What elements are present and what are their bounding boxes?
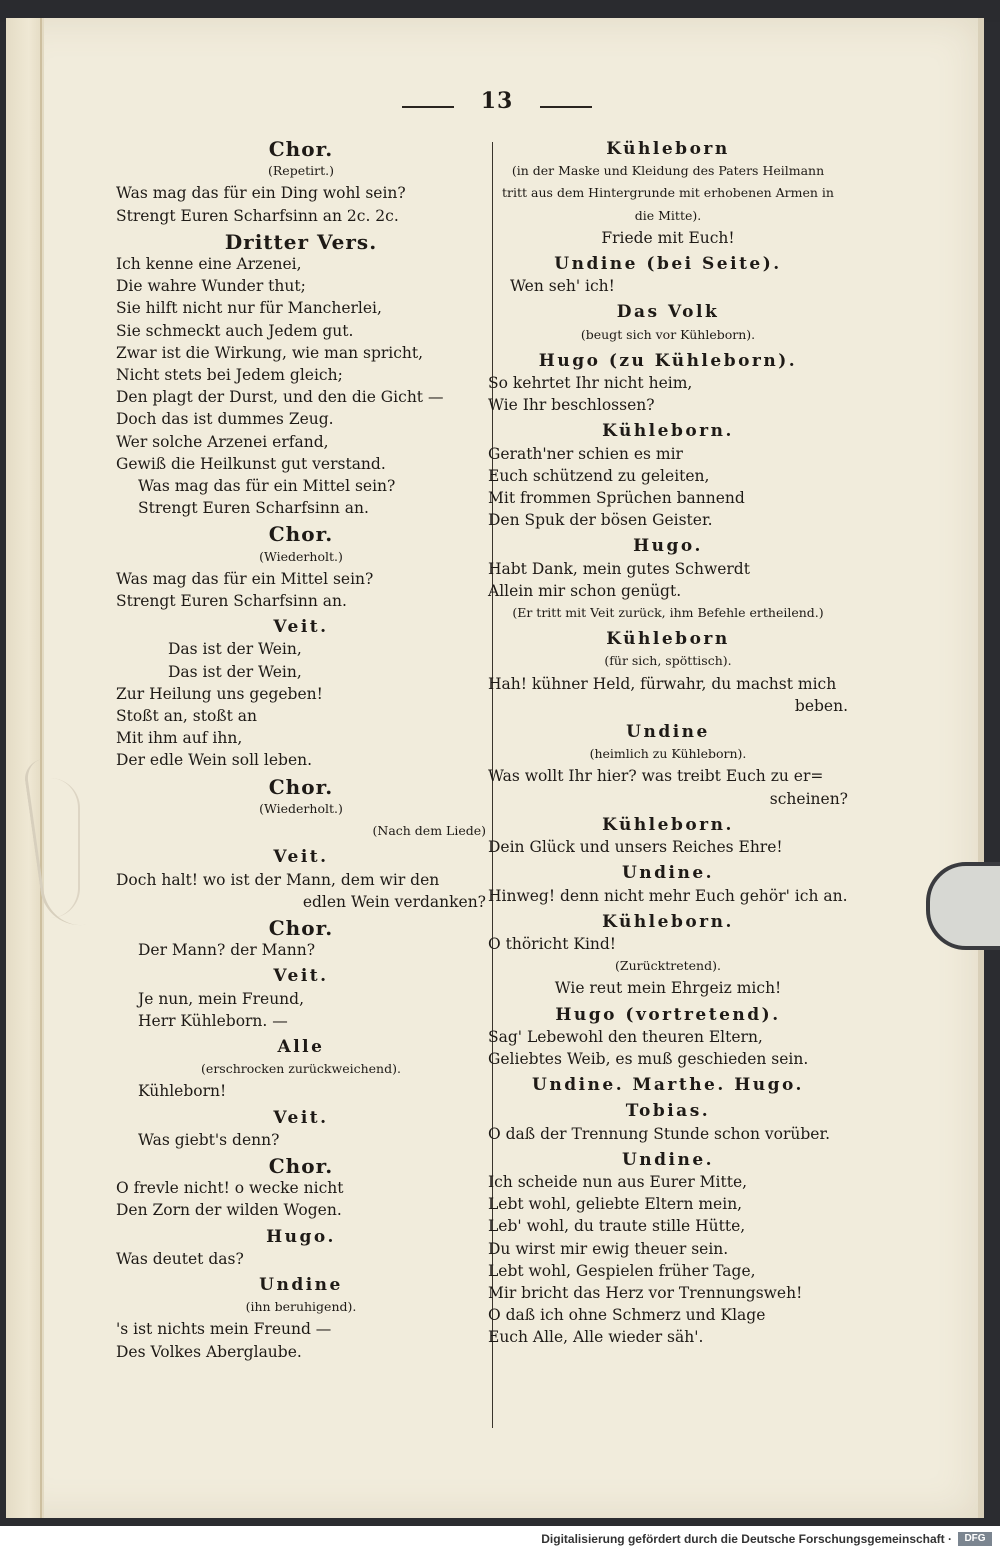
stage-direction: (Wiederholt.)	[259, 548, 343, 564]
page-edge	[978, 18, 984, 1518]
speaker-name: Tobias.	[625, 1101, 711, 1122]
verse-line: Hah! kühner Held, fürwahr, du machst mich	[488, 674, 837, 693]
verse-line: Herr Kühleborn. —	[138, 1011, 288, 1030]
speaker-name: Undine.	[621, 1149, 715, 1170]
verse-line: O thöricht Kind!	[488, 934, 617, 953]
verse-line: Das ist der Wein,	[168, 662, 302, 681]
verse-continuation: edlen Wein verdanken?	[302, 892, 486, 911]
verse-line: Doch halt! wo ist der Mann, dem wir den	[116, 870, 440, 889]
verse-line: Wen seh' ich!	[510, 277, 615, 296]
verse-line: Was giebt's denn?	[138, 1130, 280, 1149]
verse-line: Habt Dank, mein gutes Schwerdt	[488, 559, 750, 578]
speaker-name: Veit.	[273, 847, 329, 868]
verse-line: Je nun, mein Freund,	[138, 989, 305, 1008]
verse-line: Was mag das für ein Mittel sein?	[138, 477, 396, 496]
book-page	[6, 18, 978, 1518]
speaker-name: Hugo (zu Kühleborn).	[538, 350, 798, 371]
binding-thread-loop	[48, 778, 80, 918]
header-rule-right	[540, 106, 592, 108]
speaker-name: Kühleborn.	[602, 814, 734, 835]
verse-line: Wie Ihr beschlossen?	[488, 396, 655, 415]
stage-direction: (in der Maske und Kleidung des Paters Heilmann	[511, 163, 825, 179]
speaker-name: Hugo.	[633, 536, 703, 557]
verse-line: Was mag das für ein Ding wohl sein?	[116, 184, 406, 203]
verse-line: Was deutet das?	[116, 1249, 244, 1268]
verse-line: Wie reut mein Ehrgeiz mich!	[554, 979, 782, 998]
verse-continuation: scheinen?	[769, 789, 848, 808]
verse-line: Kühleborn!	[138, 1082, 227, 1101]
verse-line: Den plagt der Durst, und den die Gicht —	[116, 388, 444, 407]
stage-direction: (Zurücktretend).	[615, 958, 721, 974]
speaker-name: Undine. Marthe. Hugo.	[532, 1075, 804, 1096]
verse-line: Du wirst mir ewig theuer sein.	[488, 1239, 729, 1258]
verse-continuation: beben.	[794, 696, 848, 715]
speaker-heading: Chor.	[268, 915, 334, 940]
verse-line: Gewiß die Heilkunst gut verstand.	[116, 454, 386, 473]
verse-line: 's ist nichts mein Freund —	[116, 1320, 332, 1339]
verse-line: Mit ihm auf ihn,	[116, 729, 243, 748]
speaker-heading: Chor.	[268, 137, 334, 161]
verse-line: Der Mann? der Mann?	[138, 941, 316, 960]
verse-line: Lebt wohl, Gespielen früher Tage,	[488, 1261, 756, 1280]
verse-line: O daß ich ohne Schmerz und Klage	[488, 1306, 766, 1325]
speaker-name: Kühleborn.	[602, 911, 734, 932]
verse-line: Euch Alle, Alle wieder säh'.	[488, 1328, 704, 1347]
verse-line: Mit frommen Sprüchen bannend	[488, 489, 745, 508]
stage-direction: die Mitte).	[634, 207, 702, 223]
verse-line: Sie schmeckt auch Jedem gut.	[116, 321, 354, 340]
speaker-name: Undine	[259, 1274, 343, 1295]
speaker-heading: Chor.	[268, 774, 334, 799]
verse-line: Friede mit Euch!	[601, 228, 735, 247]
speaker-name: Kühleborn	[606, 629, 730, 650]
left-column	[116, 134, 486, 1363]
verse-line: So kehrtet Ihr nicht heim,	[488, 374, 693, 393]
verse-line: Geliebtes Weib, es muß geschieden sein.	[488, 1049, 809, 1068]
verse-line: Strengt Euren Scharfsinn an.	[138, 499, 369, 518]
verse-line: Was mag das für ein Mittel sein?	[116, 569, 374, 588]
verse-line: Lebt wohl, geliebte Eltern mein,	[488, 1195, 743, 1214]
speaker-heading: Chor.	[268, 1153, 334, 1178]
speaker-name: Undine (bei Seite).	[554, 254, 782, 275]
verse-line: Mir bricht das Herz vor Trennungsweh!	[488, 1283, 803, 1302]
verse-line: Gerath'ner schien es mir	[488, 444, 683, 463]
speaker-name: Undine.	[621, 863, 715, 884]
footer-bar	[0, 1526, 1000, 1552]
verse-line: Strengt Euren Scharfsinn an.	[116, 592, 347, 611]
speaker-name: Veit.	[273, 1107, 329, 1128]
verse-line: Wer solche Arzenei erfand,	[116, 432, 329, 451]
verse-line: Ich scheide nun aus Eurer Mitte,	[488, 1172, 748, 1191]
verse-line: Die wahre Wunder thut;	[116, 277, 306, 296]
speaker-name: Hugo (vortretend).	[555, 1004, 781, 1025]
page-header	[402, 88, 592, 122]
verse-line: Euch schützend zu geleiten,	[488, 466, 710, 485]
speaker-name: Das Volk	[616, 302, 720, 323]
speaker-name: Kühleborn	[606, 139, 730, 159]
verse-line: Dein Glück und unsers Reiches Ehre!	[488, 838, 783, 857]
page-number: 13	[480, 88, 514, 114]
stage-direction: (für sich, spöttisch).	[604, 653, 732, 669]
verse-line: Den Zorn der wilden Wogen.	[116, 1201, 342, 1220]
verse-line: Stoßt an, stoßt an	[116, 707, 258, 726]
funding-credit[interactable]: Digitalisierung gefördert durch die Deutsche Forschungsgemeinschaft ·	[541, 1532, 952, 1546]
speaker-name: Undine	[626, 722, 710, 743]
verse-line: Strengt Euren Scharfsinn an 2c. 2c.	[116, 206, 399, 225]
stage-direction: (Nach dem Liede)	[372, 823, 486, 839]
verse-line: Doch das ist dummes Zeug.	[116, 410, 334, 429]
stage-direction: (heimlich zu Kühleborn).	[589, 746, 747, 762]
verse-line: Allein mir schon genügt.	[488, 581, 682, 600]
speaker-name: Hugo.	[266, 1226, 336, 1247]
speaker-name: Alle	[277, 1036, 325, 1057]
speaker-name: Veit.	[273, 966, 329, 987]
verse-line: Nicht stets bei Jedem gleich;	[116, 366, 343, 385]
verse-line: Sie hilft nicht nur für Mancherlei,	[116, 299, 382, 318]
verse-line: Hinweg! denn nicht mehr Euch gehör' ich an.	[488, 886, 848, 905]
scanner-thumb	[926, 862, 1000, 950]
stage-direction: (erschrocken zurückweichend).	[201, 1061, 401, 1077]
verse-line: O frevle nicht! o wecke nicht	[116, 1179, 344, 1198]
verse-line: Sag' Lebewohl den theuren Eltern,	[488, 1027, 763, 1046]
verse-line: Zwar ist die Wirkung, wie man spricht,	[116, 343, 424, 362]
verse-line: Des Volkes Aberglaube.	[116, 1342, 302, 1361]
verse-line: O daß der Trennung Stunde schon vorüber.	[488, 1124, 831, 1143]
verse-line: Leb' wohl, du traute stille Hütte,	[488, 1217, 746, 1236]
speaker-heading: Dritter Vers.	[224, 229, 378, 254]
verse-line: Ich kenne eine Arzenei,	[116, 255, 302, 274]
verse-line: Der edle Wein soll leben.	[116, 751, 313, 770]
right-column	[488, 134, 848, 1349]
dfg-logo[interactable]: DFG	[958, 1532, 992, 1546]
speaker-heading: Chor.	[268, 522, 334, 547]
stage-direction: (Er tritt mit Veit zurück, ihm Befehle ertheilend.)	[512, 605, 824, 621]
stage-direction: (Repetirt.)	[268, 163, 334, 179]
speaker-name: Kühleborn.	[602, 421, 734, 442]
stage-direction: tritt aus dem Hintergrunde mit erhobenen Armen in	[502, 185, 834, 201]
stage-direction: (beugt sich vor Kühleborn).	[580, 326, 756, 342]
verse-line: Zur Heilung uns gegeben!	[116, 684, 323, 703]
verse-line: Den Spuk der bösen Geister.	[488, 511, 713, 530]
stage-direction: (Wiederholt.)	[259, 800, 343, 816]
verse-line: Was wollt Ihr hier? was treibt Euch zu er=	[488, 767, 824, 786]
speaker-name: Veit.	[273, 617, 329, 638]
stage-direction: (ihn beruhigend).	[245, 1299, 357, 1315]
verse-line: Das ist der Wein,	[168, 640, 302, 659]
